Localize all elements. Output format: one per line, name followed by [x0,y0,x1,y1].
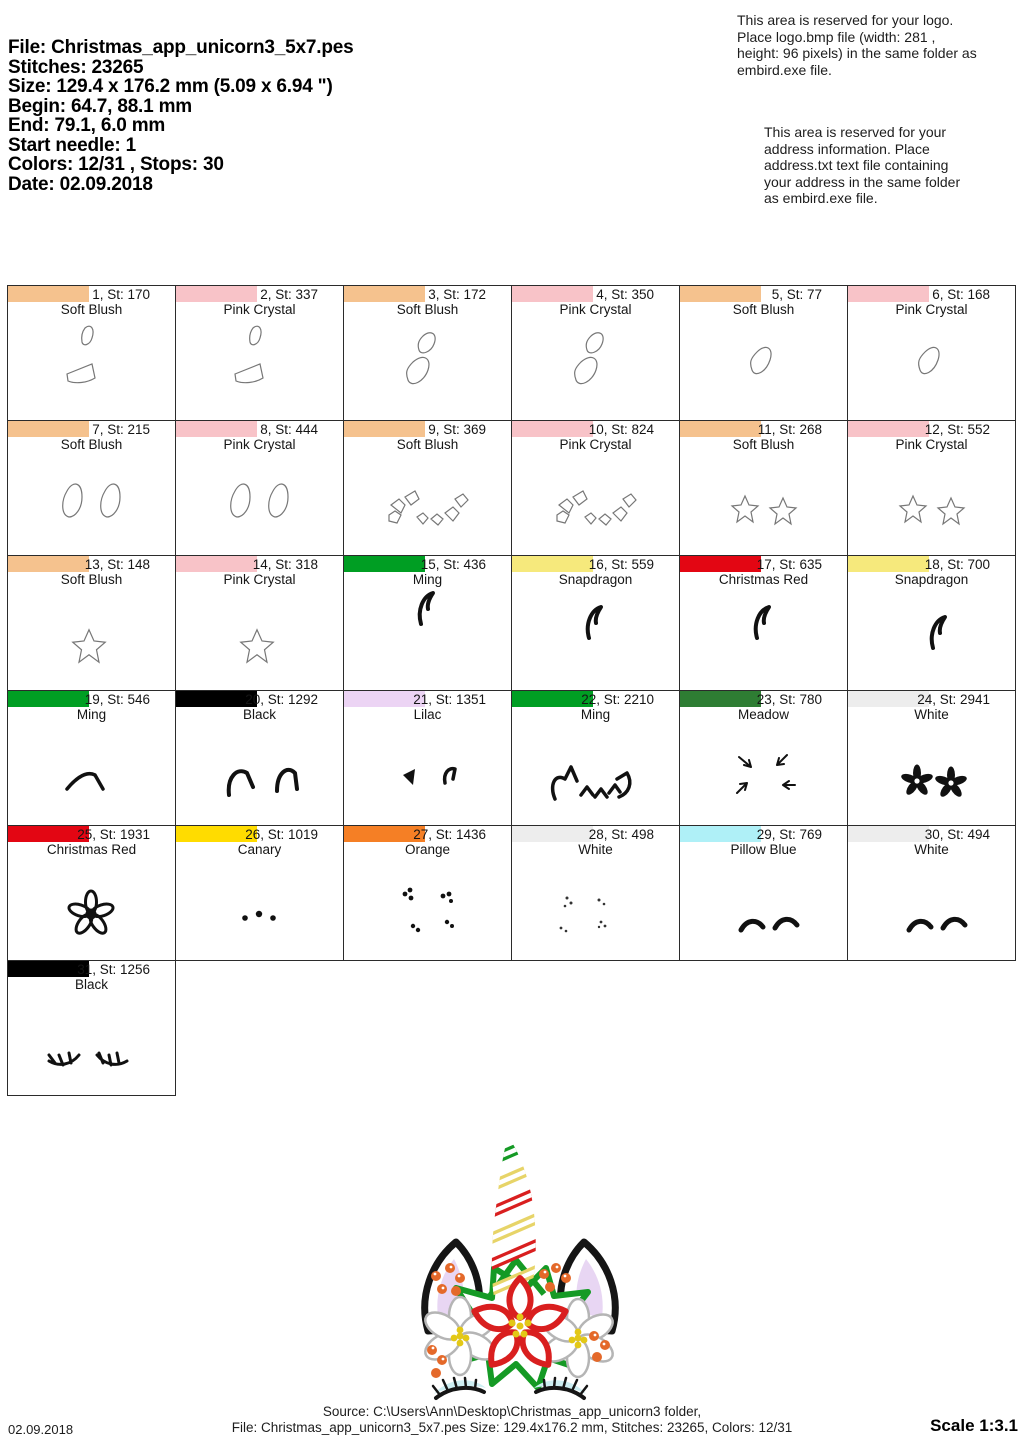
stitch-segment-sketch [851,318,1011,418]
stitch-segment-sketch [851,453,1011,553]
thread-color-name: Snapdragon [894,572,969,587]
stitch-segment-sketch [515,318,675,418]
color-block-9 [343,420,512,556]
stitch-segment-sketch [851,858,1011,958]
color-block-28 [511,825,680,961]
stop-number-and-stitch-count: 25, St: 1931 [77,827,150,842]
file-info-line: Size: 129.4 x 176.2 mm (5.09 x 6.94 ") [8,76,333,97]
stitch-segment-sketch [347,453,507,553]
color-block-29 [679,825,848,961]
file-info-block [8,38,354,194]
stop-number-and-stitch-count: 19, St: 546 [84,692,150,707]
stop-number-and-stitch-count: 21, St: 1351 [413,692,486,707]
color-block-1 [7,285,176,421]
footer-date: 02.09.2018 [8,1422,74,1437]
color-block-8 [175,420,344,556]
color-block-3 [343,285,512,421]
stop-number-and-stitch-count: 1, St: 170 [92,287,150,302]
footer-source-line: Source: C:\Users\Ann\Desktop\Christmas_app_unicorn3 folder, [322,1404,702,1419]
thread-color-name: Pink Crystal [895,437,968,452]
stop-number-and-stitch-count: 14, St: 318 [252,557,318,572]
color-block-22 [511,690,680,826]
stitch-segment-sketch [179,723,339,823]
stop-number-and-stitch-count: 10, St: 824 [588,422,654,437]
stop-number-and-stitch-count: 2, St: 337 [260,287,318,302]
stop-number-and-stitch-count: 12, St: 552 [924,422,990,437]
stitch-segment-sketch [851,588,1011,688]
color-block-10 [511,420,680,556]
stitch-segment-sketch [515,723,675,823]
footer-source-block [0,1404,1024,1436]
thread-color-name: Pink Crystal [895,302,968,317]
stop-number-and-stitch-count: 30, St: 494 [924,827,990,842]
stitch-segment-sketch [11,318,171,418]
thread-color-name: Meadow [737,707,790,722]
stitch-segment-sketch [683,858,843,958]
stop-number-and-stitch-count: 11, St: 268 [757,422,822,437]
file-info-line: Begin: 64.7, 88.1 mm [8,95,192,117]
thread-color-name: Soft Blush [396,437,459,452]
stitch-segment-sketch [347,723,507,823]
stitch-segment-sketch [851,723,1011,823]
thread-color-name: Black [74,977,108,992]
address-note: This area is reserved for your address information. Place address.txt text file containing your address in the same folder as embird.exe file. [764,124,961,206]
thread-color-name: Orange [404,842,451,857]
file-info-line: Date: 02.09.2018 [8,173,153,195]
file-info-line: Colors: 12/31 , Stops: 30 [8,154,224,175]
stop-number-and-stitch-count: 7, St: 215 [92,422,150,437]
stitch-segment-sketch [347,588,507,688]
color-block-20 [175,690,344,826]
file-info-line: File: Christmas_app_unicorn3_5x7.pes [8,37,354,58]
closed-eye-left [433,1378,486,1398]
thread-color-name: Pink Crystal [223,572,296,587]
color-block-14 [175,555,344,691]
color-block-23 [679,690,848,826]
thread-color-name: Soft Blush [60,572,123,587]
color-block-21 [343,690,512,826]
color-sequence-grid [7,285,1020,1101]
thread-color-name: Black [242,707,276,722]
stop-number-and-stitch-count: 20, St: 1292 [245,692,318,707]
stitch-segment-sketch [179,588,339,688]
color-block-11 [679,420,848,556]
file-info-line: End: 79.1, 6.0 mm [8,115,166,136]
thread-color-name: Christmas Red [46,842,137,857]
stop-number-and-stitch-count: 6, St: 168 [932,287,990,302]
stitch-segment-sketch [347,318,507,418]
color-block-7 [7,420,176,556]
thread-color-name: Ming [580,707,611,722]
thread-color-name: Pink Crystal [223,437,296,452]
color-block-5 [679,285,848,421]
thread-color-name: Ming [412,572,443,587]
stop-number-and-stitch-count: 23, St: 780 [756,692,822,707]
stop-number-and-stitch-count: 9, St: 369 [428,422,486,437]
color-block-31 [7,960,176,1096]
stitch-segment-sketch [11,723,171,823]
color-block-15 [343,555,512,691]
thread-color-name: Soft Blush [60,302,123,317]
stop-number-and-stitch-count: 16, St: 559 [588,557,654,572]
stitch-segment-sketch [683,318,843,418]
stop-number-and-stitch-count: 4, St: 350 [596,287,654,302]
stitch-segment-sketch [11,453,171,553]
thread-color-name: Pink Crystal [223,302,296,317]
stop-number-and-stitch-count: 27, St: 1436 [413,827,486,842]
unicorn-design-preview [398,1126,643,1426]
stitch-segment-sketch [11,588,171,688]
stitch-segment-sketch [683,723,843,823]
color-block-6 [847,285,1016,421]
thread-color-name: Christmas Red [718,572,809,587]
thread-color-name: White [914,707,949,722]
color-block-2 [175,285,344,421]
color-block-4 [511,285,680,421]
thread-color-name: Pink Crystal [559,437,632,452]
color-block-18 [847,555,1016,691]
stop-number-and-stitch-count: 18, St: 700 [924,557,990,572]
stop-number-and-stitch-count: 26, St: 1019 [245,827,318,842]
stop-number-and-stitch-count: 31, St: 1256 [77,962,150,977]
color-block-24 [847,690,1016,826]
color-block-13 [7,555,176,691]
stitch-segment-sketch [683,588,843,688]
stitch-segment-sketch [683,453,843,553]
color-block-16 [511,555,680,691]
stitch-segment-sketch [179,453,339,553]
stop-number-and-stitch-count: 8, St: 444 [260,422,318,437]
stitch-segment-sketch [515,453,675,553]
thread-color-name: Soft Blush [732,437,795,452]
stitch-segment-sketch [11,858,171,958]
color-block-17 [679,555,848,691]
stop-number-and-stitch-count: 29, St: 769 [756,827,822,842]
stitch-segment-sketch [11,993,171,1093]
stop-number-and-stitch-count: 13, St: 148 [84,557,150,572]
thread-color-name: White [914,842,949,857]
thread-color-name: Soft Blush [60,437,123,452]
footer-file-line: File: Christmas_app_unicorn3_5x7.pes Size: 129.4x176.2 mm, Stitches: 23265, Colors: 12/31 [231,1420,793,1435]
logo-note: This area is reserved for your logo. Place logo.bmp file (width: 281 , height: 96 pixels) in the same folder as embird.exe file. [737,12,977,78]
stop-number-and-stitch-count: 22, St: 2210 [581,692,654,707]
stitch-segment-sketch [515,588,675,688]
stitch-segment-sketch [179,318,339,418]
thread-color-name: Soft Blush [396,302,459,317]
stitch-segment-sketch [179,858,339,958]
thread-color-name: Pink Crystal [559,302,632,317]
stitch-segment-sketch [515,858,675,958]
thread-color-name: Pillow Blue [730,842,797,857]
stop-number-and-stitch-count: 15, St: 436 [420,557,486,572]
file-info-line: Start needle: 1 [8,134,136,156]
color-block-19 [7,690,176,826]
stop-number-and-stitch-count: 5, St: 77 [771,287,822,302]
thread-color-name: Snapdragon [558,572,633,587]
thread-color-name: White [578,842,613,857]
stop-number-and-stitch-count: 3, St: 172 [428,287,486,302]
scale-label: Scale 1:3.1 [930,1416,1018,1435]
file-info-line: Stitches: 23265 [8,56,144,78]
stitch-segment-sketch [347,858,507,958]
thread-color-name: Ming [76,707,107,722]
color-block-27 [343,825,512,961]
stop-number-and-stitch-count: 24, St: 2941 [917,692,990,707]
stop-number-and-stitch-count: 28, St: 498 [588,827,654,842]
unicorn-embroidery-image [398,1126,643,1426]
thread-color-name: Soft Blush [732,302,795,317]
color-block-30 [847,825,1016,961]
thread-color-name: Canary [237,842,282,857]
thread-color-name: Lilac [413,707,442,722]
stop-number-and-stitch-count: 17, St: 635 [756,557,822,572]
color-block-12 [847,420,1016,556]
color-block-25 [7,825,176,961]
color-block-26 [175,825,344,961]
